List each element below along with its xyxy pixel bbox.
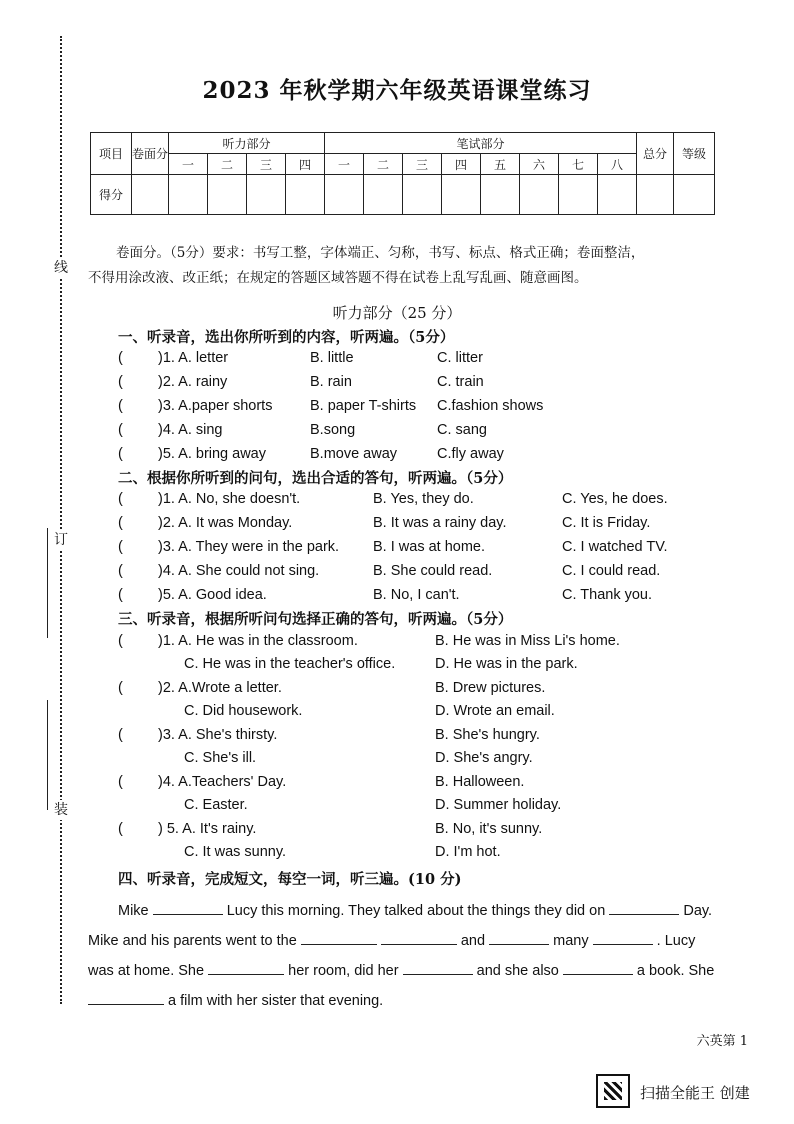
part3-option: D. Summer holiday. [435, 797, 562, 813]
part1-option: C. train [437, 374, 484, 390]
cell-item: 项目 [91, 133, 132, 175]
part2-option: B. It was a rainy day. [373, 515, 507, 531]
part1-option: )1. A. letter [158, 350, 229, 366]
part2-option: C. It is Friday. [562, 515, 651, 531]
cell-written: 笔试部分 [325, 133, 637, 154]
score-box[interactable] [442, 175, 481, 215]
part3-option: D. He was in the park. [435, 656, 578, 672]
part3-option: )3. A. She's thirsty. [158, 727, 278, 743]
part2-option: B. She could read. [373, 563, 493, 579]
qr-code-icon [596, 1074, 630, 1108]
part3-option: D. She's angry. [435, 750, 533, 766]
col-w8: 八 [598, 154, 637, 175]
score-box[interactable] [520, 175, 559, 215]
answer-paren[interactable]: ( [118, 821, 123, 837]
page-footer: 六英第 1 [696, 1034, 748, 1049]
part3-option: B. He was in Miss Li's home. [435, 633, 620, 649]
cloze-line2 [88, 930, 695, 949]
binding-dotted-line [60, 36, 62, 1004]
margin-line [47, 528, 48, 638]
score-box[interactable] [132, 175, 169, 215]
cloze-text: many [553, 933, 589, 949]
cloze-text: a film with her sister that evening. [168, 993, 384, 1009]
cloze-blank[interactable] [381, 930, 457, 945]
part2-option: C. Yes, he does. [562, 491, 668, 507]
score-box[interactable] [364, 175, 403, 215]
cloze-text: and [460, 933, 486, 949]
cloze-text: a book. She [636, 963, 715, 979]
col-w3: 三 [403, 154, 442, 175]
part3-option: B. No, it's sunny. [435, 821, 543, 837]
cloze-text: her room, did her [288, 963, 399, 979]
part3-option: C. It was sunny. [184, 844, 287, 860]
col-w2: 二 [364, 154, 403, 175]
part1-option: B. paper T-shirts [310, 398, 417, 414]
cell-grade: 等级 [674, 133, 715, 175]
requirements-line1: 卷面分。（5分）要求：书写工整，字体端正、匀称，书写、标点、格式正确；卷面整洁， [116, 245, 645, 261]
cell-listening: 听力部分 [169, 133, 325, 154]
scanner-watermark: 扫描全能王 创建 [640, 1084, 750, 1102]
answer-paren[interactable]: ( [118, 563, 123, 579]
cloze-line1 [118, 900, 712, 919]
score-box[interactable] [169, 175, 208, 215]
part2-option: B. I was at home. [373, 539, 486, 555]
answer-paren[interactable]: ( [118, 774, 123, 790]
part3-title: 三、听录音，根据所听问句选择正确的答句，听两遍。（5分） [118, 611, 513, 628]
part1-option: C.fashion shows [437, 398, 544, 414]
col-w5: 五 [481, 154, 520, 175]
part2-option: )1. A. No, she doesn't. [158, 491, 301, 507]
margin-line [47, 700, 48, 810]
cloze-blank[interactable] [208, 960, 284, 975]
score-box[interactable] [403, 175, 442, 215]
answer-paren[interactable]: ( [118, 422, 123, 438]
cloze-blank[interactable] [563, 960, 633, 975]
score-box[interactable] [559, 175, 598, 215]
part3-option: )2. A.Wrote a letter. [158, 680, 282, 696]
part2-option: B. Yes, they do. [373, 491, 474, 507]
col-w7: 七 [559, 154, 598, 175]
col-w6: 六 [520, 154, 559, 175]
score-box[interactable] [208, 175, 247, 215]
part3-option: B. Drew pictures. [435, 680, 546, 696]
cloze-blank[interactable] [301, 930, 377, 945]
answer-paren[interactable]: ( [118, 374, 123, 390]
answer-paren[interactable]: ( [118, 539, 123, 555]
margin-mark-zhuang: 装 [54, 802, 68, 818]
cloze-line4 [88, 990, 383, 1009]
part3-option: C. Easter. [184, 797, 248, 813]
part1-option: B.song [310, 422, 356, 438]
cloze-text: Mike [118, 903, 149, 919]
col-w1: 一 [325, 154, 364, 175]
cell-juanmian: 卷面分 [132, 133, 169, 175]
answer-paren[interactable]: ( [118, 491, 123, 507]
part1-option: )3. A.paper shorts [158, 398, 273, 414]
part3-option: C. Did housework. [184, 703, 303, 719]
answer-paren[interactable]: ( [118, 633, 123, 649]
part3-option: D. Wrote an email. [435, 703, 555, 719]
score-box[interactable] [286, 175, 325, 215]
cloze-blank[interactable] [403, 960, 473, 975]
score-box[interactable] [637, 175, 674, 215]
part3-option: B. She's hungry. [435, 727, 540, 743]
cloze-text: Day. [683, 903, 713, 919]
part3-option: )1. A. He was in the classroom. [158, 633, 358, 649]
part3-option: )4. A.Teachers' Day. [158, 774, 287, 790]
score-box[interactable] [481, 175, 520, 215]
answer-paren[interactable]: ( [118, 446, 123, 462]
part2-option: C. Thank you. [562, 587, 653, 603]
part2-title: 二、根据你所听到的问句，选出合适的答句，听两遍。（5分） [118, 470, 513, 487]
part1-option: C. sang [437, 422, 487, 438]
part2-option: C. I watched TV. [562, 539, 668, 555]
cloze-text: . Lucy [656, 933, 696, 949]
part1-option: B.move away [310, 446, 398, 462]
part1-option: B. rain [310, 374, 352, 390]
part2-option: )5. A. Good idea. [158, 587, 267, 603]
part1-title: 一、听录音，选出你所听到的内容，听两遍。（5分） [118, 329, 455, 346]
part1-option: B. little [310, 350, 354, 366]
page-title: 2023 年秋学期六年级英语课堂练习 [202, 77, 592, 104]
part3-option: D. I'm hot. [435, 844, 501, 860]
margin-mark-xian: 线 [54, 260, 68, 276]
score-box[interactable] [598, 175, 637, 215]
answer-paren[interactable]: ( [118, 350, 123, 366]
part2-option: B. No, I can't. [373, 587, 460, 603]
cloze-blank[interactable] [489, 930, 549, 945]
col-l4: 四 [286, 154, 325, 175]
cloze-blank[interactable] [609, 900, 679, 915]
answer-paren[interactable]: ( [118, 515, 123, 531]
col-l2: 二 [208, 154, 247, 175]
cell-total: 总分 [637, 133, 674, 175]
score-box[interactable] [674, 175, 715, 215]
part1-option: )2. A. rainy [158, 374, 228, 390]
margin-mark-ding: 订 [54, 532, 68, 548]
col-w4: 四 [442, 154, 481, 175]
cloze-blank[interactable] [153, 900, 223, 915]
cloze-line3 [88, 960, 714, 979]
requirements-line2: 不得用涂改液、改正纸；在规定的答题区域答题不得在试卷上乱写乱画、随意画图。 [88, 270, 588, 286]
answer-paren[interactable]: ( [118, 398, 123, 414]
listening-header: 听力部分（25 分） [332, 304, 462, 322]
cloze-text: Mike and his parents went to the [88, 933, 297, 949]
part2-option: )2. A. It was Monday. [158, 515, 293, 531]
part1-option: )5. A. bring away [158, 446, 266, 462]
cloze-text: Lucy this morning. They talked about the things they did on [226, 903, 606, 919]
part1-option: C.fly away [437, 446, 504, 462]
cloze-text: and she also [476, 963, 559, 979]
cloze-text: was at home. She [88, 963, 205, 979]
col-l3: 三 [247, 154, 286, 175]
part3-option: C. She's ill. [184, 750, 257, 766]
part2-option: )3. A. They were in the park. [158, 539, 340, 555]
cloze-blank[interactable] [88, 990, 164, 1005]
answer-paren[interactable]: ( [118, 587, 123, 603]
answer-paren[interactable]: ( [118, 727, 123, 743]
part2-option: C. I could read. [562, 563, 661, 579]
part1-option: )4. A. sing [158, 422, 223, 438]
cloze-blank[interactable] [593, 930, 653, 945]
score-table [90, 132, 715, 215]
answer-paren[interactable]: ( [118, 680, 123, 696]
score-box[interactable] [247, 175, 286, 215]
part1-option: C. litter [437, 350, 483, 366]
part4-title: 四、听录音，完成短文，每空一词，听三遍。(10 分) [118, 871, 462, 888]
part3-option: ) 5. A. It's rainy. [158, 821, 257, 837]
cell-score-label: 得分 [91, 175, 132, 215]
col-l1: 一 [169, 154, 208, 175]
part3-option: C. He was in the teacher's office. [184, 656, 396, 672]
part3-option: B. Halloween. [435, 774, 525, 790]
score-box[interactable] [325, 175, 364, 215]
part2-option: )4. A. She could not sing. [158, 563, 320, 579]
